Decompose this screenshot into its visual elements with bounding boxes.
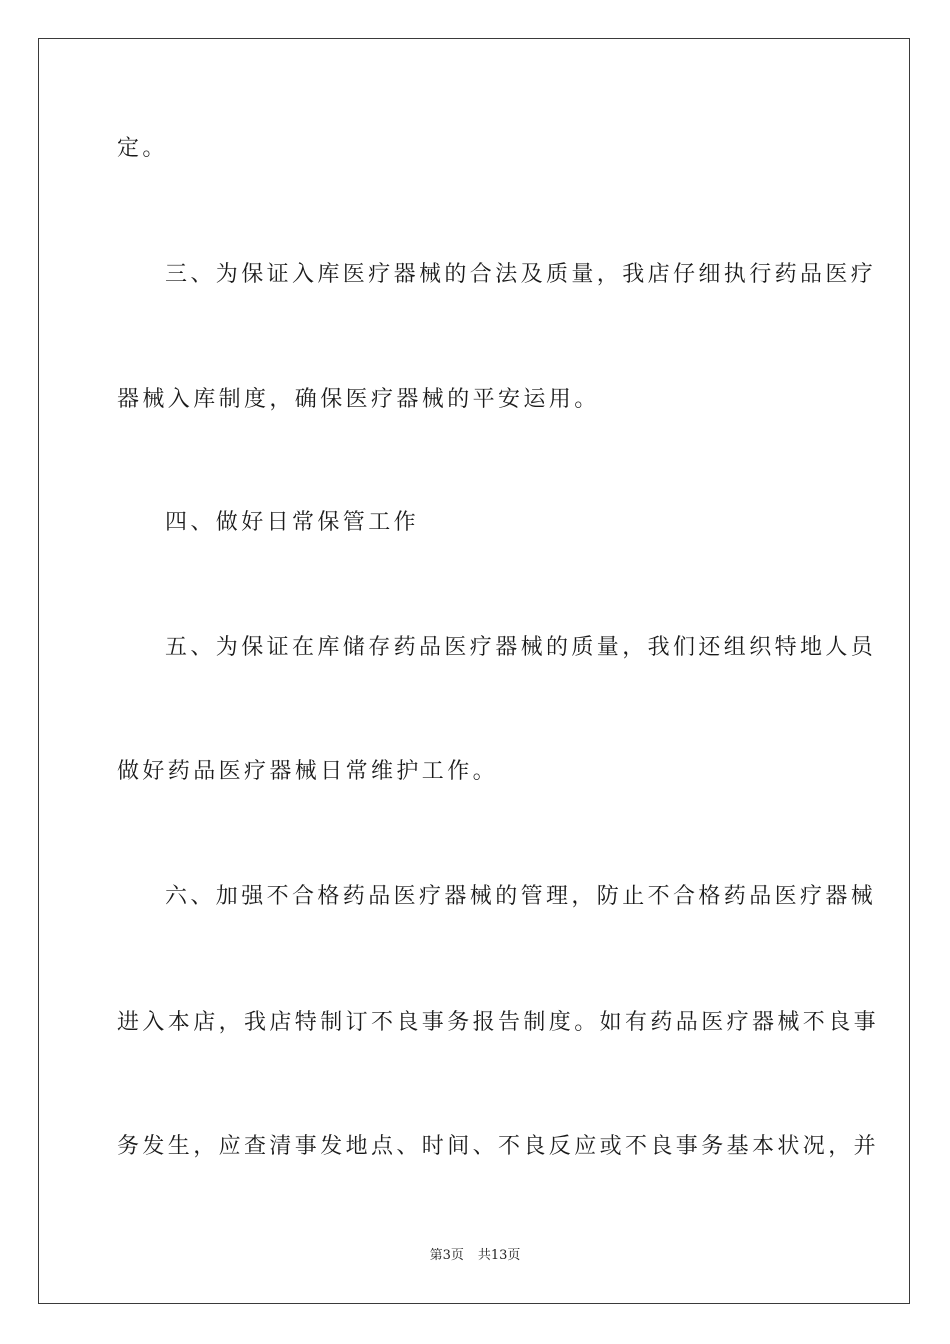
paragraph-5-line-2: 做好药品医疗器械日常维护工作。 [117, 759, 499, 784]
page-number: 第3页 [429, 1248, 464, 1263]
page-total: 共13页 [477, 1248, 521, 1263]
paragraph-5-line-1: 五、为保证在库储存药品医疗器械的质量，我们还组织特地人员 [165, 635, 877, 660]
paragraph-3-line-2: 器械入库制度，确保医疗器械的平安运用。 [117, 387, 600, 412]
paragraph-6-line-3: 务发生，应查清事发地点、时间、不良反应或不良事务基本状况，并 [117, 1134, 880, 1159]
paragraph-6-line-1: 六、加强不合格药品医疗器械的管理，防止不合格药品医疗器械 [165, 884, 877, 909]
text-line-1: 定。 [117, 136, 168, 161]
page-border [38, 38, 910, 1304]
paragraph-6-line-2: 进入本店，我店特制订不良事务报告制度。如有药品医疗器械不良事 [117, 1010, 880, 1035]
paragraph-4-line-1: 四、做好日常保管工作 [165, 510, 420, 535]
page-footer [0, 1247, 950, 1265]
paragraph-3-line-1: 三、为保证入库医疗器械的合法及质量，我店仔细执行药品医疗 [165, 262, 877, 287]
